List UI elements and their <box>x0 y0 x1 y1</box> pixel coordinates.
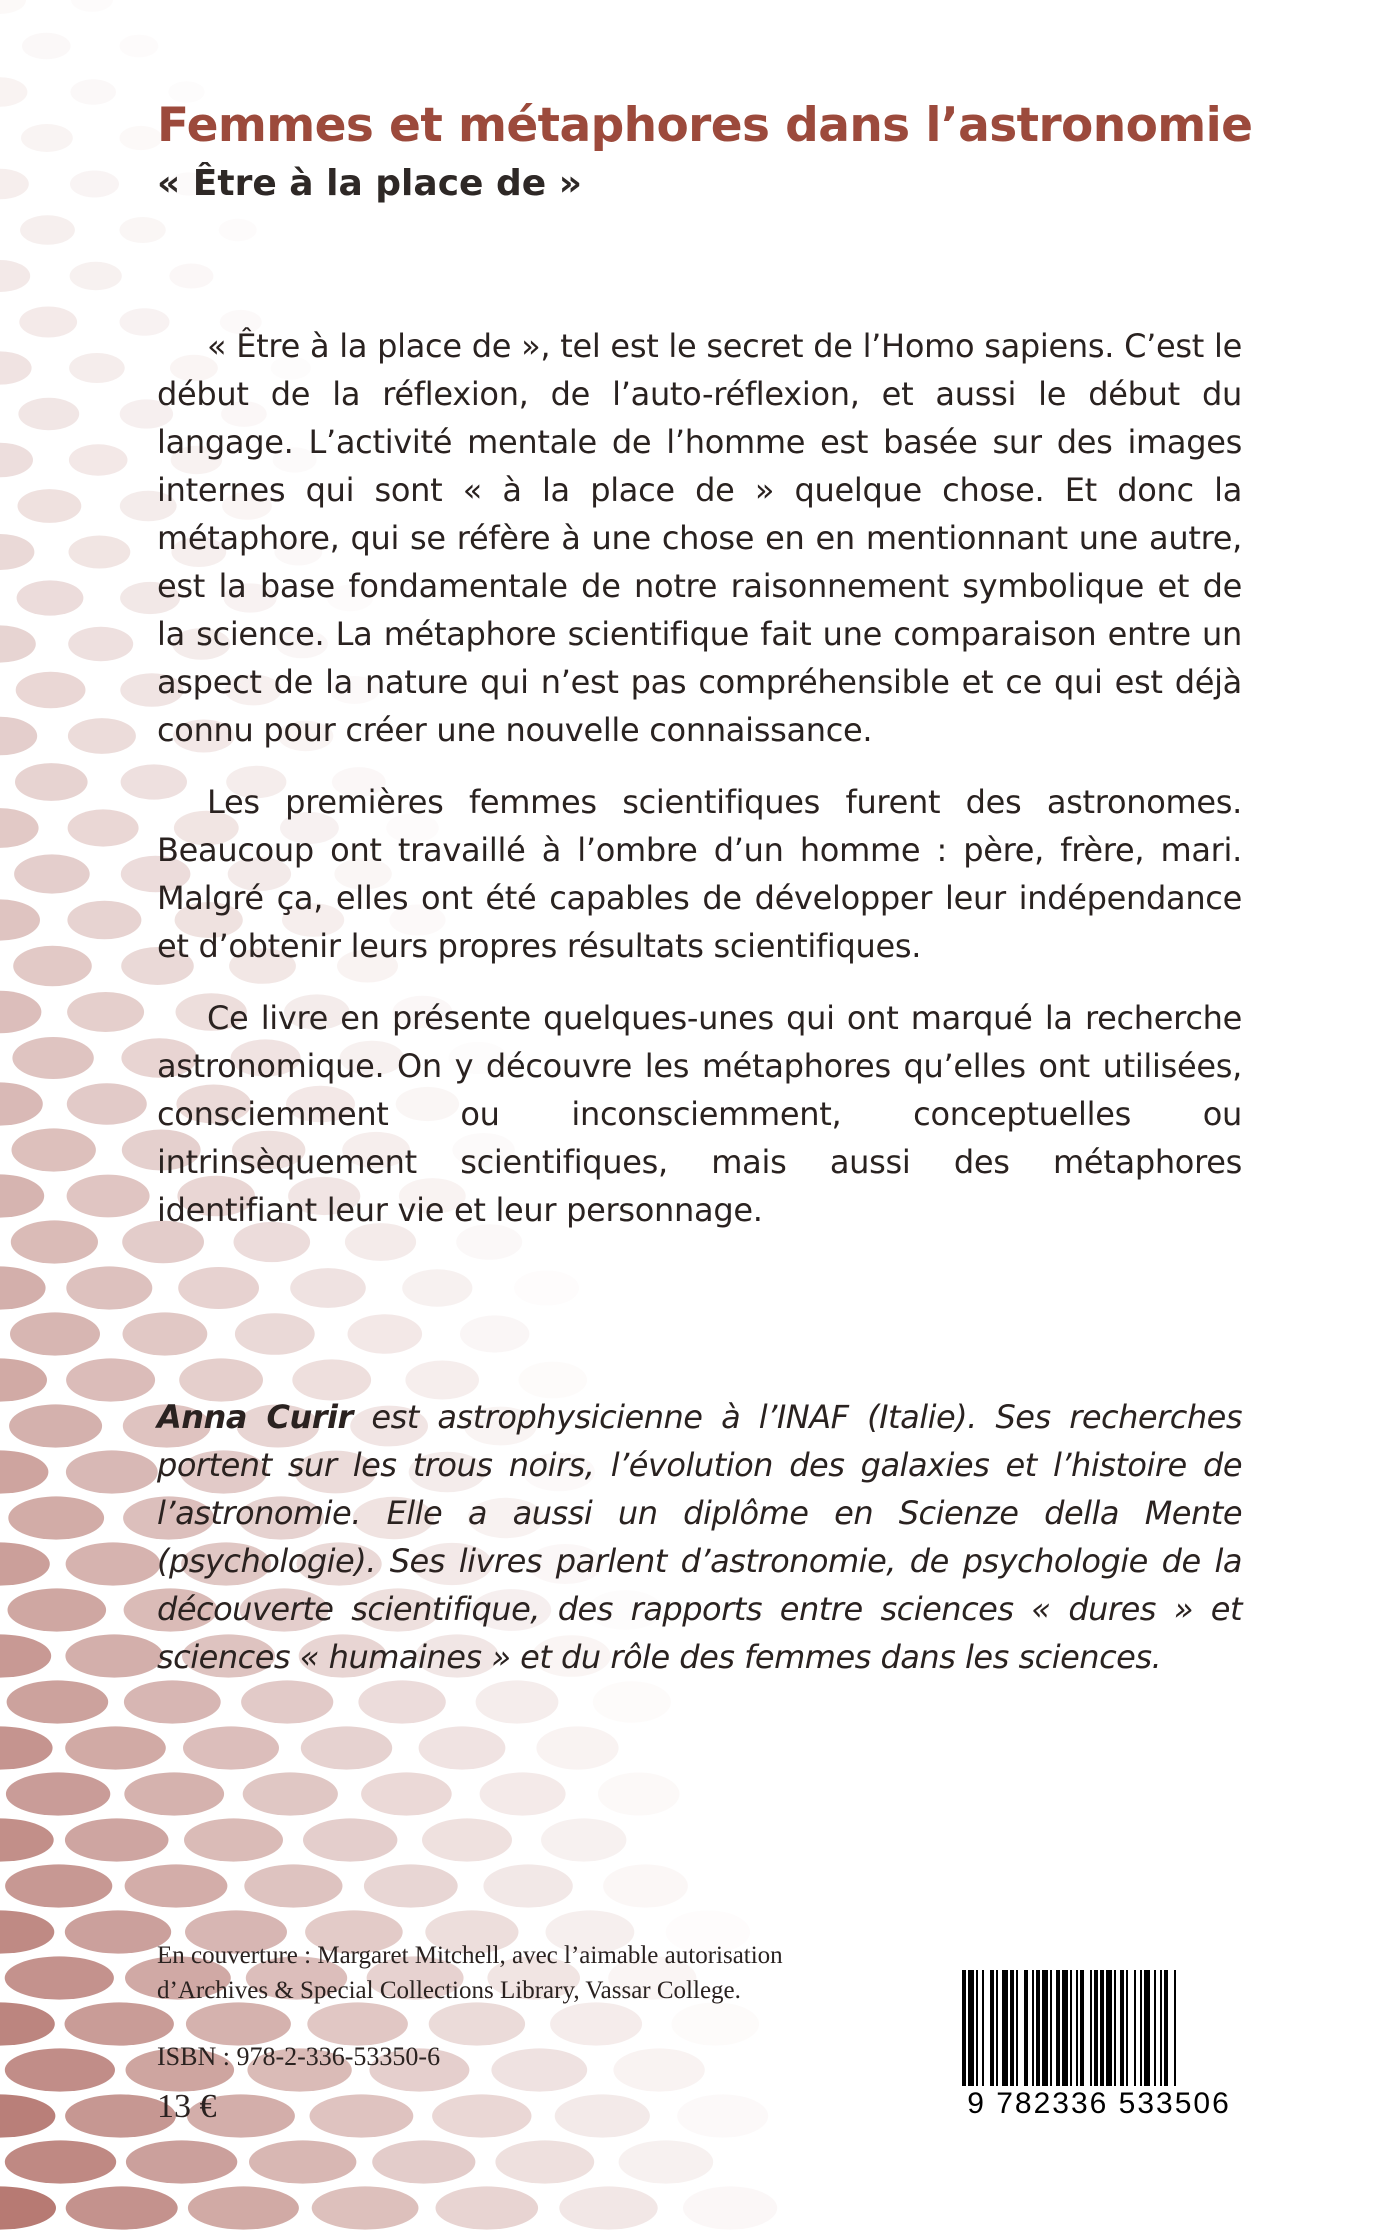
blurb-paragraph: Les premières femmes scientifiques furent des astronomes. Beaucoup ont travaillé à l’ombre d’un homme : père, frère, mari. Malgré ça, elles ont été capables de développer leur indépendance et d’obtenir leurs propres résultats scientifiques. <box>157 783 1242 965</box>
cover-credit-line: d’Archives & Special Collections Library, Vassar College. <box>157 1977 741 2004</box>
book-title: Femmes et métaphores dans l’astronomie <box>157 98 1253 153</box>
barcode-bar <box>1010 1970 1014 2090</box>
back-cover-blurb <box>157 322 1242 1258</box>
barcode-bar <box>1042 1970 1048 2090</box>
blurb-paragraph: « Être à la place de », tel est le secret de l’Homo sapiens. C’est le début de la réflexion, de l’auto-réflexion, et aussi le début du langage. L’activité mentale de l’homme est basée sur des images internes qui sont « à la place de » quelque chose. Et donc la métaphore, qui se réfère à une chose en en mentionnant une autre, est la base fondamentale de notre raisonnement symbolique et de la science. La métaphore scientifique fait une comparaison entre un aspect de la nature qui n’est pas compréhensible et ce qui est déjà connu pour créer une nouvelle connaissance. <box>157 327 1242 749</box>
barcode-bar <box>1070 1970 1072 2090</box>
barcode-bar <box>1016 1970 1018 2090</box>
barcode-bar <box>1140 1970 1142 2090</box>
barcode-bar <box>996 1970 998 2090</box>
barcode-bar <box>990 1970 994 2090</box>
barcode-bar <box>1050 1970 1052 2090</box>
barcode-digits: 9 782336 533506 <box>958 2086 1240 2122</box>
barcode-bar <box>1174 1970 1176 2090</box>
barcode-bar <box>1036 1970 1040 2090</box>
barcode-bar <box>1090 1970 1092 2090</box>
barcode-bar <box>1024 1970 1028 2090</box>
barcode-bar <box>1126 1970 1128 2090</box>
barcode-bar <box>1076 1970 1078 2090</box>
barcode-bars <box>958 1970 1240 2090</box>
barcode-bar <box>1114 1970 1116 2090</box>
barcode-bar <box>1160 1970 1162 2090</box>
barcode-bar <box>962 1970 966 2090</box>
barcode-bar <box>1032 1970 1034 2090</box>
barcode-bar <box>1154 1970 1156 2090</box>
barcode-bar <box>968 1970 974 2090</box>
barcode-bar <box>1002 1970 1008 2090</box>
blurb-paragraph: Ce livre en présente quelques-unes qui ont marqué la recherche astronomique. On y découvre les métaphores qu’elles ont utilisées, consciemment ou inconsciemment, conceptuelles ou intrinsèquement scientifiques, mais aussi des métaphores identifiant leur vie et leur personnage. <box>157 999 1242 1229</box>
barcode-bar <box>1094 1970 1098 2090</box>
isbn: ISBN : 978-2-336-53350-6 <box>157 2042 441 2071</box>
barcode-bar <box>1080 1970 1084 2090</box>
author-name: Anna Curir <box>157 1398 353 1436</box>
barcode-bar <box>1106 1970 1112 2090</box>
barcode-bar <box>1120 1970 1124 2090</box>
barcode-bar <box>1144 1970 1150 2090</box>
barcode-bar <box>1062 1970 1068 2090</box>
barcode-bar <box>1100 1970 1104 2090</box>
book-subtitle: « Être à la place de » <box>157 163 582 204</box>
price: 13 € <box>157 2088 217 2125</box>
barcode-bar <box>1056 1970 1060 2090</box>
author-bio-text: est astrophysicienne à l’INAF (Italie). Ses recherches portent sur les trous noirs, l’évolution des galaxies et l’histoire de l’astronomie. Elle a aussi un diplôme en Scienze della Mente (psychologie). Ses livres parlent d’astronomie, de psychologie de la découverte scientifique, des rapports entre sciences « dures » et sciences « humaines » et du rôle des femmes dans les sciences. <box>157 1398 1243 1676</box>
author-bio <box>157 1393 1242 1681</box>
cover-credit <box>157 1938 783 2008</box>
barcode <box>958 1970 1240 2130</box>
barcode-bar <box>976 1970 978 2090</box>
barcode-bar <box>1134 1970 1136 2090</box>
cover-credit-line: En couverture : Margaret Mitchell, avec l’aimable autorisation <box>157 1942 783 1969</box>
barcode-bar <box>982 1970 984 2090</box>
barcode-bar <box>1164 1970 1168 2090</box>
